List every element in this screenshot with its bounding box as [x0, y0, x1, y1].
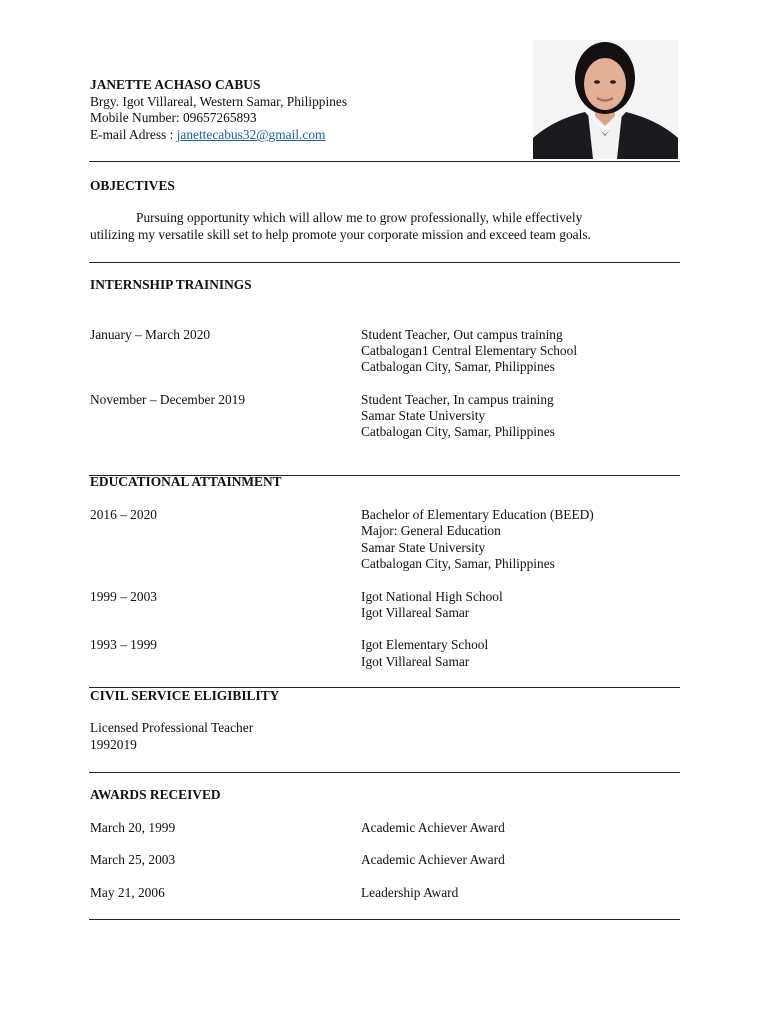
- education-date: 1999 – 2003: [90, 589, 157, 604]
- objectives-text-line-1: Pursuing opportunity which will allow me to grow professionally, while effectively: [136, 210, 583, 225]
- divider: [89, 772, 680, 773]
- address: Brgy. Igot Villareal, Western Samar, Philippines: [90, 94, 348, 109]
- award-name: Academic Achiever Award: [361, 820, 505, 835]
- education-detail: Igot Villareal Samar: [361, 654, 470, 669]
- education-heading: EDUCATIONAL ATTAINMENT: [90, 474, 282, 489]
- education-detail: Major: General Education: [361, 523, 501, 538]
- divider: [89, 161, 680, 162]
- internship-date: January – March 2020: [90, 327, 211, 342]
- education-date: 1993 – 1999: [90, 637, 157, 652]
- education-detail: Igot Villareal Samar: [361, 605, 470, 620]
- profile-photo: [533, 40, 678, 159]
- email-label: E-mail Adress :: [90, 127, 177, 142]
- award-name: Academic Achiever Award: [361, 852, 505, 867]
- education-detail: Igot Elementary School: [361, 637, 489, 652]
- education-detail: Catbalogan City, Samar, Philippines: [361, 556, 555, 571]
- internship-detail: Student Teacher, Out campus training: [361, 327, 563, 342]
- award-date: March 25, 2003: [90, 852, 176, 867]
- divider: [89, 919, 680, 920]
- applicant-name: JANETTE ACHASO CABUS: [90, 77, 261, 92]
- education-date: 2016 – 2020: [90, 507, 157, 522]
- email-link[interactable]: janettecabus32@gmail.com: [176, 127, 326, 142]
- education-detail: Igot National High School: [361, 589, 503, 604]
- mobile-number: Mobile Number: 09657265893: [90, 110, 257, 125]
- awards-heading: AWARDS RECEIVED: [90, 787, 221, 802]
- education-detail: Bachelor of Elementary Education (BEED): [361, 507, 594, 522]
- civil-service-heading: CIVIL SERVICE ELIGIBILITY: [90, 688, 280, 703]
- internship-date: November – December 2019: [90, 392, 246, 407]
- internship-heading: INTERNSHIP TRAININGS: [90, 277, 252, 292]
- award-name: Leadership Award: [361, 885, 459, 900]
- objectives-text-line-2: utilizing my versatile skill set to help promote your corporate mission and exceed team goals.: [90, 227, 591, 242]
- civil-service-number: 1992019: [90, 737, 137, 752]
- award-date: May 21, 2006: [90, 885, 165, 900]
- portrait-image: [533, 40, 678, 159]
- education-detail: Samar State University: [361, 540, 486, 555]
- internship-detail: Catbalogan1 Central Elementary School: [361, 343, 578, 358]
- internship-detail: Catbalogan City, Samar, Philippines: [361, 359, 555, 374]
- internship-detail: Student Teacher, In campus training: [361, 392, 554, 407]
- internship-detail: Samar State University: [361, 408, 486, 423]
- email-line: [90, 127, 325, 144]
- divider: [89, 262, 680, 263]
- civil-service-title: Licensed Professional Teacher: [90, 720, 254, 735]
- award-date: March 20, 1999: [90, 820, 176, 835]
- internship-detail: Catbalogan City, Samar, Philippines: [361, 424, 555, 439]
- objectives-heading: OBJECTIVES: [90, 178, 175, 193]
